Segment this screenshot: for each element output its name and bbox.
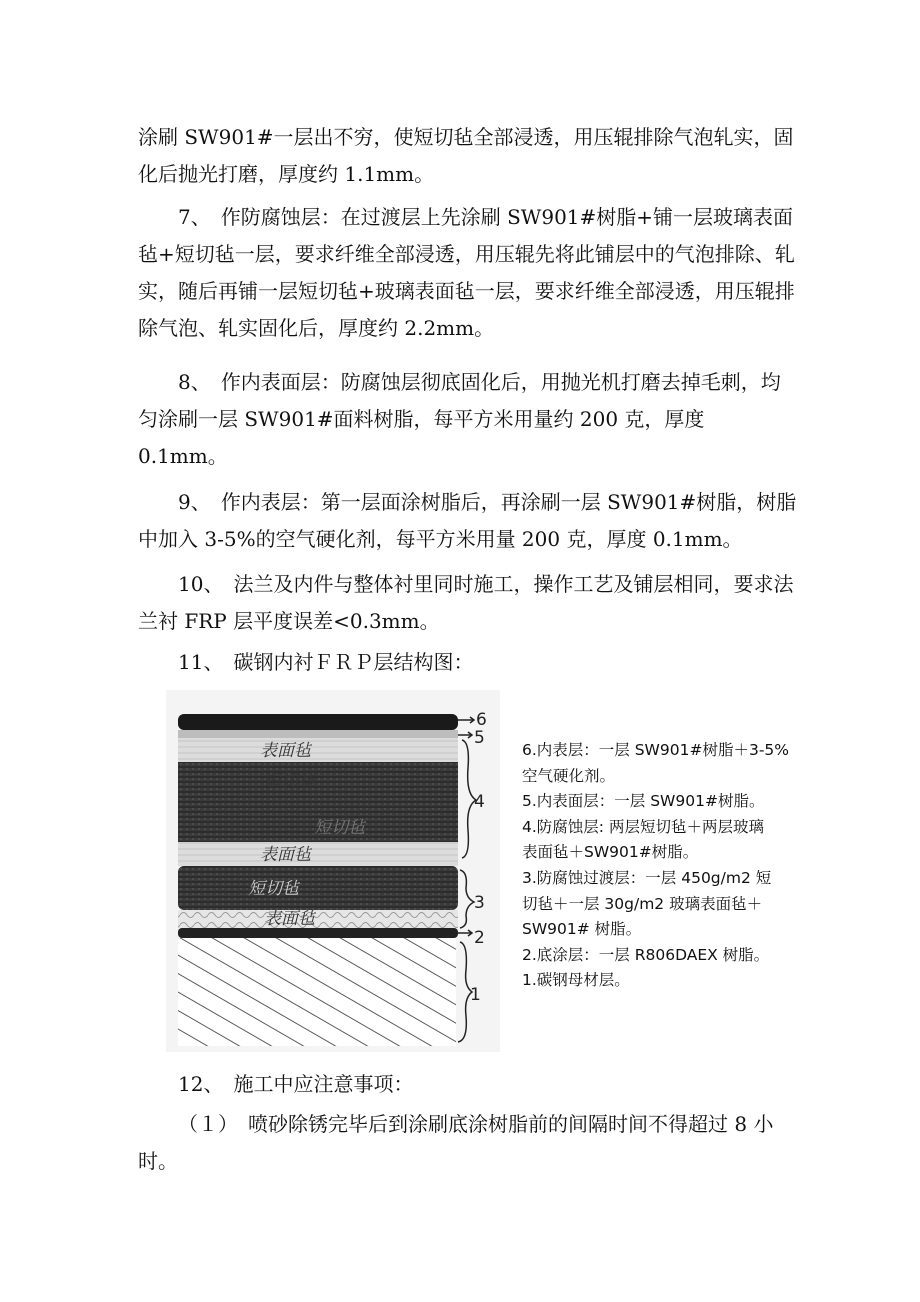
paragraph-continued: 涂刷 SW901#一层出不穷，使短切毡全部浸透，用压辊排除气泡轧实，固化后抛光打磨，厚度约 1.1mm。 bbox=[138, 125, 794, 186]
callout-number: 5 bbox=[474, 728, 485, 748]
callout-number: 3 bbox=[474, 893, 485, 913]
callout-number: 4 bbox=[474, 792, 485, 812]
paragraph-note-1: （１） 喷砂除锈完毕后到涂刷底涂树脂前的间隔时间不得超过 8 小时。 bbox=[138, 1112, 774, 1173]
legend-line: 6.内表层：一层 SW901#树脂＋3-5% bbox=[522, 741, 789, 759]
legend-line: 4.防腐蚀层: 两层短切毡＋两层玻璃 bbox=[522, 817, 764, 836]
paragraph-step-12: 12、 施工中应注意事项： bbox=[178, 1072, 414, 1096]
legend-line: 空气硬化剂。 bbox=[522, 766, 616, 785]
paragraph-step-9: 9、 作内表层：第一层面涂树脂后，再涂刷一层 SW901#树脂，树脂中加入 3-5%的空气硬化剂，每平方米用量 200 克，厚度 0.1mm。 bbox=[138, 490, 797, 551]
layer-label: 表面毡 bbox=[260, 741, 311, 761]
legend-line: 表面毡＋SW901#树脂。 bbox=[522, 843, 699, 862]
callout-number: 6 bbox=[476, 710, 487, 730]
layer-label: 短切毡 bbox=[248, 879, 299, 899]
legend-line: SW901# 树脂。 bbox=[522, 920, 642, 939]
callout-number: 2 bbox=[474, 928, 485, 948]
layer-5-surface bbox=[178, 730, 458, 738]
layer-label: 短切毡 bbox=[314, 818, 365, 838]
frp-layer-structure-diagram bbox=[166, 690, 500, 1052]
paragraph-step-11: 11、 碳钢内衬ＦＲＰ层结构图： bbox=[178, 650, 474, 674]
layer-4-surface-mat-lower bbox=[178, 842, 458, 866]
legend-line: 1.碳钢母材层。 bbox=[522, 971, 630, 990]
paragraph-step-10: 10、 法兰及内件与整体衬里同时施工，操作工艺及铺层相同，要求法兰衬 FRP 层平度误差<0.3mm。 bbox=[138, 572, 794, 633]
diagram-legend bbox=[522, 738, 822, 994]
layer-6-inner bbox=[178, 714, 458, 730]
layer-label: 表面毡 bbox=[260, 845, 311, 865]
layer-3-chopped-mat bbox=[178, 866, 458, 910]
layer-4-surface-mat-upper bbox=[178, 738, 458, 762]
legend-line: 5.内表面层：一层 SW901#树脂。 bbox=[522, 792, 765, 811]
callout-number: 1 bbox=[470, 985, 481, 1005]
layer-1-steel bbox=[178, 938, 456, 1046]
layer-3-surface-mat bbox=[178, 910, 458, 928]
paragraph-step-8: 8、 作内表面层：防腐蚀层彻底固化后，用抛光机打磨去掉毛刺，均匀涂刷一层 SW901#面料树脂，每平方米用量约 200 克，厚度 0.1mm。 bbox=[138, 370, 781, 468]
layer-label: 短切毡 bbox=[264, 771, 315, 791]
paragraph-step-7: 7、 作防腐蚀层：在过渡层上先涂刷 SW901#树脂+铺一层玻璃表面毡+短切毡一层，要求纤维全部浸透，用压辊先将此铺层中的气泡排除、轧实，随后再铺一层短切毡+玻璃表面毡一层，要求纤维全部浸透，用压辊排除气泡、轧实固化后，厚度约 2.2mm。 bbox=[138, 205, 795, 340]
layer-label: 表面毡 bbox=[264, 909, 315, 929]
legend-line: 2.底涂层：一层 R806DAEX 树脂。 bbox=[522, 945, 770, 964]
legend-line: 切毡＋一层 30g/m2 玻璃表面毡＋ bbox=[522, 894, 763, 913]
layer-2-primer bbox=[178, 928, 458, 938]
legend-line: 3.防腐蚀过渡层：一层 450g/m2 短 bbox=[522, 868, 772, 887]
